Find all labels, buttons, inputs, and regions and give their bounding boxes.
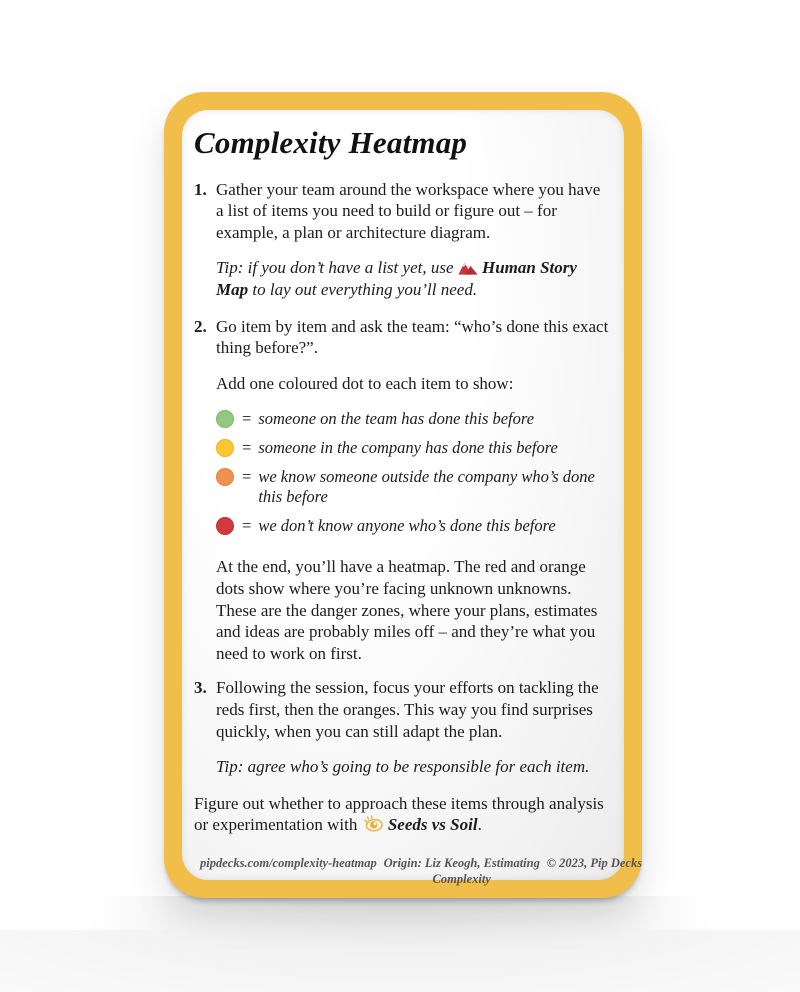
seed-eye-icon bbox=[362, 815, 384, 832]
legend-intro: Add one coloured dot to each item to show: bbox=[216, 373, 514, 393]
mountain-icon bbox=[458, 261, 478, 275]
legend-row-orange bbox=[216, 467, 610, 508]
legend-label-red: we don’t know anyone who’s done this before bbox=[258, 515, 556, 535]
step-3-number: 3. bbox=[194, 678, 207, 698]
green-dot-icon bbox=[216, 410, 234, 428]
surface-highlight-left bbox=[0, 880, 170, 930]
yellow-dot-icon bbox=[216, 439, 234, 457]
step-1 bbox=[194, 179, 610, 244]
card-face bbox=[182, 110, 643, 887]
step-3-tip: Tip: agree who’s going to be responsible for each item. bbox=[216, 757, 590, 777]
closing-suffix: . bbox=[477, 815, 482, 835]
step-2-text: Go item by item and ask the team: “who’s done this exact thing before?”. bbox=[216, 316, 609, 358]
step-2 bbox=[194, 316, 610, 359]
closing-paragraph bbox=[194, 793, 610, 836]
closing-prefix: Figure out whether to approach these items through analysis or experimentation with bbox=[194, 793, 604, 835]
legend-label-yellow: someone in the company has done this before bbox=[258, 437, 558, 457]
tip-1-link: Human Story Map bbox=[216, 258, 577, 300]
equals-sign: = bbox=[242, 515, 252, 535]
surface-highlight-right bbox=[630, 880, 800, 930]
tip-1-prefix: Tip: if you don’t have a list yet, use bbox=[216, 258, 454, 278]
equals-sign: = bbox=[242, 409, 252, 429]
tip-1-suffix: to lay out everything you’ll need. bbox=[252, 280, 478, 300]
footer-copyright: © 2023, Pip Decks bbox=[546, 855, 643, 870]
dot-legend bbox=[216, 409, 610, 544]
equals-sign: = bbox=[242, 437, 252, 457]
card-title: Complexity Heatmap bbox=[194, 125, 468, 160]
footer-origin: Origin: Liz Keogh, Estimating Complexity bbox=[383, 855, 540, 887]
legend-row-red bbox=[216, 516, 610, 537]
step-3-text: Following the session, focus your efforts on tackling the reds first, then the oranges. This way you find surprises quickly, when you can still adapt the plan. bbox=[216, 678, 599, 741]
legend-row-green bbox=[216, 409, 610, 430]
footer-url: pipdecks.com/complexity-heatmap bbox=[200, 855, 377, 870]
orange-dot-icon bbox=[216, 468, 234, 486]
legend-label-green: someone on the team has done this before bbox=[258, 409, 535, 429]
legend-row-yellow bbox=[216, 438, 610, 459]
tactic-card bbox=[164, 92, 642, 898]
legend-label-orange: we know someone outside the company who’s done this before bbox=[258, 466, 595, 507]
step-1-tip bbox=[216, 257, 610, 300]
heatmap-explanation: At the end, you’ll have a heatmap. The red and orange dots show where you’re facing unknown unknowns. These are the danger zones, where your plans, estimates and ideas are probably miles off – and they’re what you need to work on first. bbox=[216, 557, 598, 663]
step-1-number: 1. bbox=[194, 179, 207, 199]
red-dot-icon bbox=[216, 517, 234, 535]
step-3 bbox=[194, 677, 610, 742]
closing-link: Seeds vs Soil bbox=[387, 815, 478, 835]
step-2-number: 2. bbox=[194, 316, 207, 336]
equals-sign: = bbox=[242, 466, 252, 486]
card-footer bbox=[194, 849, 643, 890]
step-1-text: Gather your team around the workspace where you have a list of items you need to build or figure out – for example, a plan or architecture diagram. bbox=[216, 179, 601, 242]
